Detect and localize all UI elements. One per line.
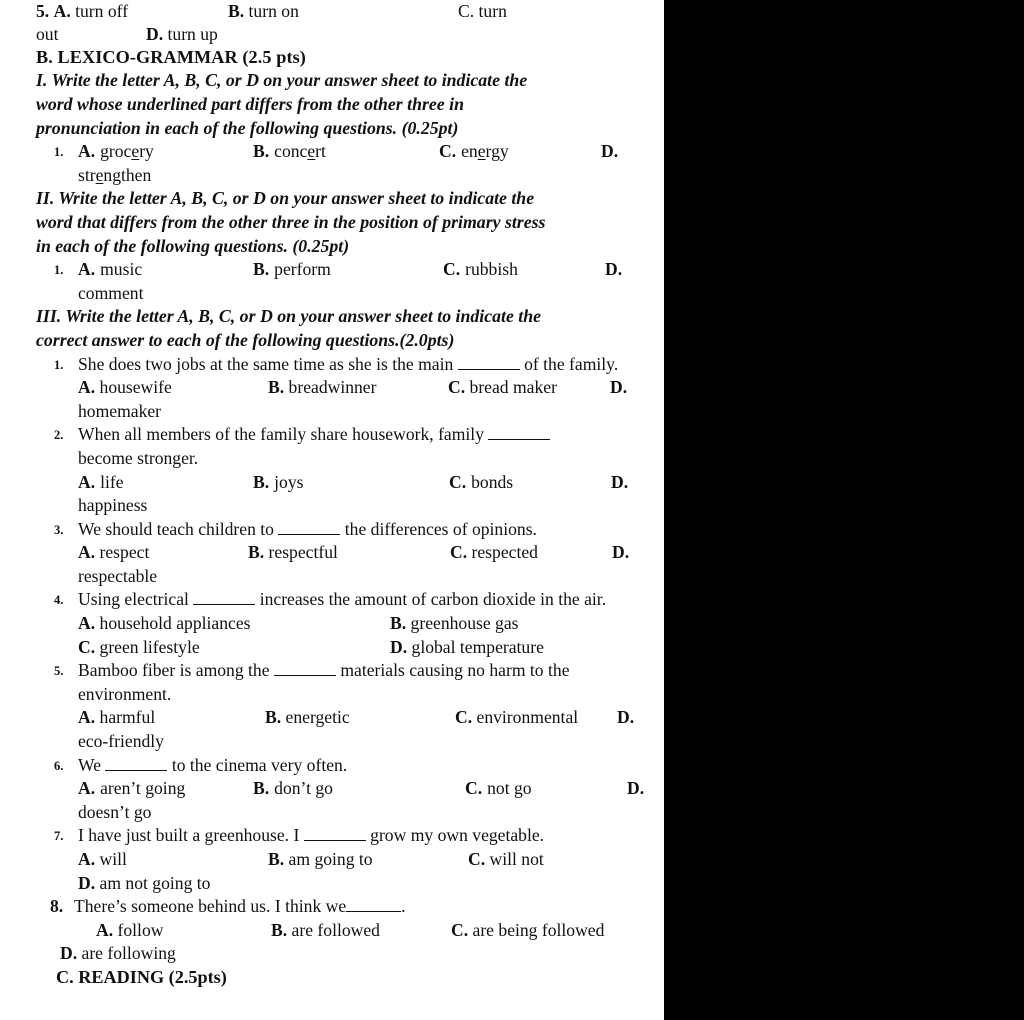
q6-option-c: [465, 777, 627, 801]
option-letter-b: B.: [271, 919, 288, 940]
option-text-a: respect: [99, 542, 150, 563]
part-iii-rubric-line-1: III. Write the letter A, B, C, or D on your answer sheet to indicate the: [36, 306, 542, 327]
q5-option-a: [78, 706, 265, 730]
option-text-a: harmful: [99, 707, 156, 728]
question-3-stem-after: the differences of opinions.: [344, 518, 537, 539]
option-text-d: turn up: [167, 24, 218, 44]
option-letter-c: C.: [443, 259, 461, 280]
q4-option-c: [78, 636, 390, 660]
option-letter-a: A.: [53, 1, 71, 21]
option-letter-b: B.: [248, 542, 265, 563]
option-letter-a: A.: [78, 377, 96, 398]
option-text-b: am going to: [288, 849, 373, 869]
part-i-rubric-line-3: pronunciation in each of the following questions. (0.25pt): [36, 117, 459, 138]
question-3-number: 3.: [54, 522, 64, 537]
question-2: [36, 423, 630, 470]
q6-option-a: [78, 777, 253, 801]
option-letter-a: A.: [78, 141, 96, 162]
pi-q1-option-d-wrap: [36, 164, 630, 188]
option-letter-d: D.: [60, 943, 78, 964]
option-text-a: household appliances: [99, 613, 251, 634]
option-text-a: housewife: [99, 377, 172, 398]
question-5-number: 5.: [36, 1, 50, 21]
q6-option-d-wrap: doesn’t go: [78, 801, 152, 822]
option-text-b: breadwinner: [288, 377, 377, 398]
option-text-a: life: [100, 471, 124, 492]
part-ii-rubric-line-2: word that differs from the other three in the position of primary stress: [36, 211, 546, 232]
part-ii-rubric-line-1: II. Write the letter A, B, C, or D on your answer sheet to indicate the: [36, 188, 535, 209]
answer-blank: [193, 591, 255, 605]
option-text-c: environmental: [476, 707, 579, 728]
option-text-a: music: [100, 259, 143, 280]
option-text-b-pre: conc: [274, 141, 308, 162]
answer-blank: [278, 521, 340, 535]
option-text-d: are following: [81, 943, 176, 964]
question-5-option-c-head: C. turn: [458, 1, 507, 21]
option-text-b-post: rt: [315, 141, 326, 162]
question-1-number: 1.: [54, 357, 64, 372]
question-8-stem: [74, 895, 630, 919]
option-text-c: bonds: [471, 471, 514, 492]
question-1-stem-before: She does two jobs at the same time as she is the main: [78, 353, 454, 374]
question-row-top-5: [36, 0, 630, 23]
pi-q1-option-c: [439, 140, 601, 164]
pii-q1-option-a: [78, 258, 253, 282]
option-letter-b: B.: [253, 778, 270, 799]
option-letter-c: C.: [78, 636, 96, 657]
scan-black-margin: [664, 0, 1024, 1020]
question-5-number: 5.: [54, 664, 64, 679]
option-text-d-underlined: e: [95, 164, 104, 185]
part-i-question-1-options: [36, 140, 630, 164]
pi-q1-option-b: [253, 140, 439, 164]
question-8-options-row-1: [36, 919, 630, 943]
option-text-c-underlined: e: [477, 141, 486, 162]
q3-option-b: [248, 541, 450, 565]
question-4-options-row-1: [36, 612, 630, 636]
section-c-heading: C. READING (2.5pts): [56, 966, 227, 987]
option-letter-b: B.: [265, 707, 282, 728]
answer-blank: [458, 356, 520, 370]
option-letter-d: D.: [390, 636, 408, 657]
option-letter-d: D.: [605, 259, 623, 280]
option-letter-a: A.: [78, 613, 96, 634]
option-text-d: am not going to: [99, 872, 211, 893]
answer-blank: [105, 757, 167, 771]
question-7-number: 7.: [54, 829, 64, 844]
question-5-options: [36, 706, 635, 730]
question-1-options: [36, 376, 630, 400]
part-i-question-1-number: 1.: [54, 145, 64, 160]
question-7-options-row-1: [36, 848, 630, 872]
question-4-number: 4.: [54, 593, 64, 608]
part-ii-question-1-options: [36, 258, 630, 282]
part-ii-rubric-line-3: in each of the following questions. (0.25pt): [36, 235, 350, 256]
option-text-b: turn on: [248, 1, 299, 21]
pii-q1-option-d-wrap: comment: [78, 282, 144, 303]
question-6-stem-after: to the cinema very often.: [171, 754, 348, 775]
option-letter-c: C.: [455, 707, 473, 728]
q3-option-c: [450, 541, 612, 565]
question-5-stem: [78, 659, 630, 706]
q7-option-a: [78, 848, 268, 872]
answer-blank: [304, 827, 366, 841]
q2-option-a: [78, 471, 253, 495]
question-2-stem-after: become stronger.: [78, 447, 199, 468]
q7-option-d: [78, 872, 210, 896]
q3-option-a: [78, 541, 248, 565]
question-1-stem: [78, 353, 630, 377]
option-text-c: are being followed: [472, 919, 605, 940]
question-1-stem-after: of the family.: [524, 353, 619, 374]
option-letter-b: B.: [253, 259, 270, 280]
option-letter-b: B.: [390, 613, 407, 634]
pii-q1-option-c: [443, 258, 605, 282]
question-8-stem-after: .: [401, 896, 406, 917]
option-text-a-pre: groc: [100, 141, 132, 162]
q8-option-b: [271, 919, 451, 943]
option-letter-d: D.: [611, 471, 629, 492]
question-4-stem-before: Using electrical: [78, 589, 189, 610]
option-text-b-underlined: e: [307, 141, 316, 162]
option-letter-c: C.: [439, 141, 457, 162]
option-text-a: turn off: [75, 1, 129, 21]
part-i-rubric-line-1: I. Write the letter A, B, C, or D on your answer sheet to indicate the: [36, 70, 528, 91]
answer-blank: [488, 426, 550, 440]
option-letter-a: A.: [96, 919, 114, 940]
option-letter-a: A.: [78, 259, 96, 280]
option-letter-c: C.: [465, 778, 483, 799]
option-text-c: not go: [487, 778, 532, 799]
option-text-b: energetic: [285, 707, 350, 728]
option-text-c: bread maker: [469, 377, 557, 398]
option-text-c: will not: [489, 849, 544, 869]
q1-option-b: [268, 376, 448, 400]
option-text-a-underlined: e: [131, 141, 140, 162]
question-7: [36, 824, 630, 848]
question-4-options-row-2: [36, 636, 630, 660]
option-text-a-post: ry: [139, 141, 154, 162]
q1-option-c: [448, 376, 610, 400]
question-4-stem: [78, 588, 630, 612]
pi-q1-option-a: [78, 140, 253, 164]
option-letter-d: D.: [601, 141, 619, 162]
question-5-stem-before: Bamboo fiber is among the: [78, 660, 270, 681]
option-letter-b: B.: [268, 377, 285, 398]
answer-blank: [346, 898, 401, 912]
option-text-a: follow: [117, 919, 164, 940]
option-letter-b: B.: [253, 471, 270, 492]
option-letter-a: A.: [78, 778, 96, 799]
option-letter-a: A.: [78, 707, 96, 728]
option-text-d-post: ngthen: [103, 164, 152, 185]
q4-option-d: [390, 636, 544, 660]
question-4: [36, 588, 630, 612]
q8-option-a: [96, 919, 271, 943]
q2-option-c: [449, 471, 611, 495]
question-6: [36, 754, 630, 778]
question-2-stem: [78, 423, 630, 470]
option-text-c-tail: out: [36, 24, 59, 44]
option-letter-c: C.: [468, 849, 486, 869]
option-text-a: will: [99, 849, 127, 869]
q6-option-b: [253, 777, 465, 801]
question-3-stem: [78, 518, 630, 542]
q4-option-b: [390, 612, 519, 636]
question-5: [36, 659, 630, 706]
question-6-stem: [78, 754, 630, 778]
q5-option-b: [265, 706, 455, 730]
option-text-b: respectful: [268, 542, 338, 563]
question-5-stem-after: materials causing no harm to the environment.: [78, 660, 570, 704]
option-text-d-pre: str: [78, 164, 96, 185]
option-letter-c: C.: [449, 471, 467, 492]
question-row-top-5-continued: [36, 23, 630, 46]
option-letter-d: D.: [617, 707, 635, 728]
question-3: [36, 518, 630, 542]
option-letter-d: D.: [610, 377, 628, 398]
part-ii-question-1-number: 1.: [54, 263, 64, 278]
option-letter-c: C.: [450, 542, 468, 563]
question-6-stem-before: We: [78, 754, 102, 775]
question-6-number: 6.: [54, 758, 64, 773]
option-text-b: greenhouse gas: [410, 613, 519, 634]
option-letter-c: C.: [451, 919, 469, 940]
question-2-options: [36, 471, 630, 495]
question-8: [36, 895, 630, 919]
option-letter-c: C.: [448, 377, 466, 398]
question-8-options-row-2: [36, 942, 630, 966]
section-b-heading: B. LEXICO-GRAMMAR (2.5 pts): [36, 47, 306, 67]
question-7-stem-after: grow my own vegetable.: [370, 825, 545, 846]
q3-option-d-wrap: respectable: [78, 565, 158, 586]
option-letter-b: B.: [253, 141, 270, 162]
q1-option-d-wrap: homemaker: [78, 400, 162, 421]
question-1: [36, 353, 630, 377]
q8-option-c: [451, 919, 604, 943]
q5-option-d-wrap: eco-friendly: [78, 731, 164, 752]
option-text-c: respected: [471, 542, 538, 563]
question-7-stem-before: I have just built a greenhouse. I: [78, 825, 300, 846]
question-7-options-row-2: [36, 872, 630, 896]
question-8-stem-before: There’s someone behind us. I think we: [74, 896, 347, 917]
option-letter-d: D.: [627, 778, 645, 799]
q7-option-c: [468, 848, 544, 872]
option-text-c-pre: en: [461, 141, 478, 162]
question-5-option-a: [36, 0, 228, 23]
question-2-number: 2.: [54, 428, 64, 443]
q1-option-a: [78, 376, 268, 400]
option-letter-d: D.: [612, 542, 630, 563]
question-8-number: 8.: [50, 896, 64, 917]
option-letter-a: A.: [78, 849, 96, 869]
option-text-b: perform: [274, 259, 331, 280]
option-text-a: aren’t going: [100, 778, 186, 799]
question-7-stem: [78, 824, 630, 848]
option-letter-a: A.: [78, 471, 96, 492]
question-5-option-b: [228, 0, 458, 23]
q7-option-b: [268, 848, 468, 872]
question-3-options: [36, 541, 630, 565]
pii-q1-option-b: [253, 258, 443, 282]
option-letter-b: B.: [228, 1, 245, 21]
q2-option-d-wrap: happiness: [78, 495, 148, 516]
option-text-b: joys: [274, 471, 304, 492]
option-text-c: rubbish: [465, 259, 518, 280]
option-letter-b: B.: [268, 849, 285, 869]
option-text-c-post: rgy: [485, 141, 509, 162]
question-2-stem-before: When all members of the family share housework, family: [78, 424, 484, 445]
q5-option-c: [455, 706, 617, 730]
part-i-rubric-line-2: word whose underlined part differs from the other three in: [36, 94, 464, 114]
option-letter-a: A.: [78, 542, 96, 563]
part-iii-rubric-line-2: correct answer to each of the following questions.(2.0pts): [36, 329, 455, 350]
question-6-options: [36, 777, 645, 801]
question-4-stem-after: increases the amount of carbon dioxide in the air.: [259, 589, 607, 610]
option-text-c: green lifestyle: [99, 636, 200, 657]
option-text-b: are followed: [291, 919, 380, 940]
option-text-d: global temperature: [411, 636, 544, 657]
q2-option-b: [253, 471, 449, 495]
option-text-b: don’t go: [274, 778, 333, 799]
q4-option-a: [78, 612, 390, 636]
question-3-stem-before: We should teach children to: [78, 518, 274, 539]
option-letter-d: D.: [78, 872, 96, 893]
option-letter-d: D.: [146, 24, 164, 44]
answer-blank: [274, 662, 336, 676]
